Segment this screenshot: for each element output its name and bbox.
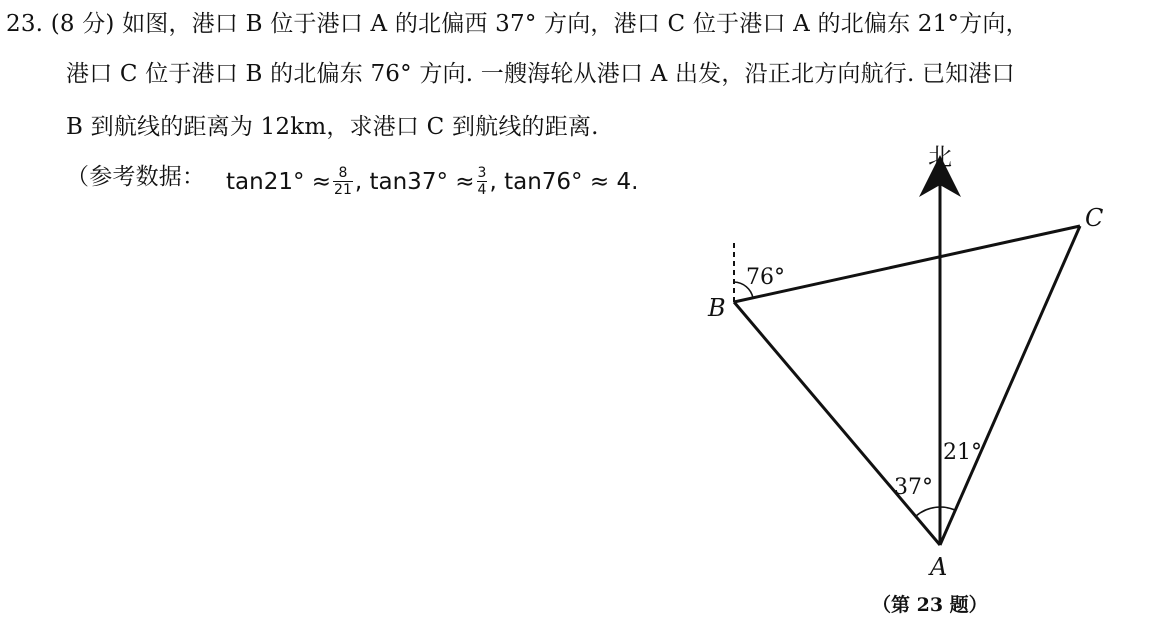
problem-line-1: 23. (8 分) 如图，港口 B 位于港口 A 的北偏西 37° 方向，港口 C 位于港口 A 的北偏东 21°方向， xyxy=(6,11,1029,37)
tan21-denominator: 21 xyxy=(334,182,352,198)
tan37-denominator: 4 xyxy=(477,182,487,198)
angle-a-left-label: 37° xyxy=(894,475,933,500)
angle-arc-a-right xyxy=(940,507,955,510)
figure-caption: （第 23 题） xyxy=(872,594,988,616)
tan76-text: , tan76° ≈ 4. xyxy=(489,168,639,195)
point-a-label: A xyxy=(930,553,948,581)
problem-line-3: B 到航线的距离为 12km，求港口 C 到航线的距离. xyxy=(66,114,599,140)
angle-a-right-label: 21° xyxy=(943,440,982,465)
tan21-numerator: 8 xyxy=(338,165,348,181)
reference-label: （参考数据： xyxy=(66,164,206,190)
angle-arc-a-left xyxy=(916,507,940,516)
segment-ab xyxy=(734,302,940,545)
tan37-text: , tan37° ≈ xyxy=(354,168,475,195)
angle-b-label: 76° xyxy=(746,265,785,290)
point-b-label: B xyxy=(708,294,726,322)
tan37-numerator: 3 xyxy=(477,165,487,181)
tan21-text: tan21° ≈ xyxy=(226,168,332,195)
segment-bc xyxy=(734,226,1080,302)
problem-line-2: 港口 C 位于港口 B 的北偏东 76° 方向. 一艘海轮从港口 A 出发，沿正北方向航行. 已知港口 xyxy=(66,61,1015,87)
point-c-label: C xyxy=(1085,204,1104,232)
segment-ac xyxy=(940,226,1080,545)
north-label: 北 xyxy=(928,143,952,171)
